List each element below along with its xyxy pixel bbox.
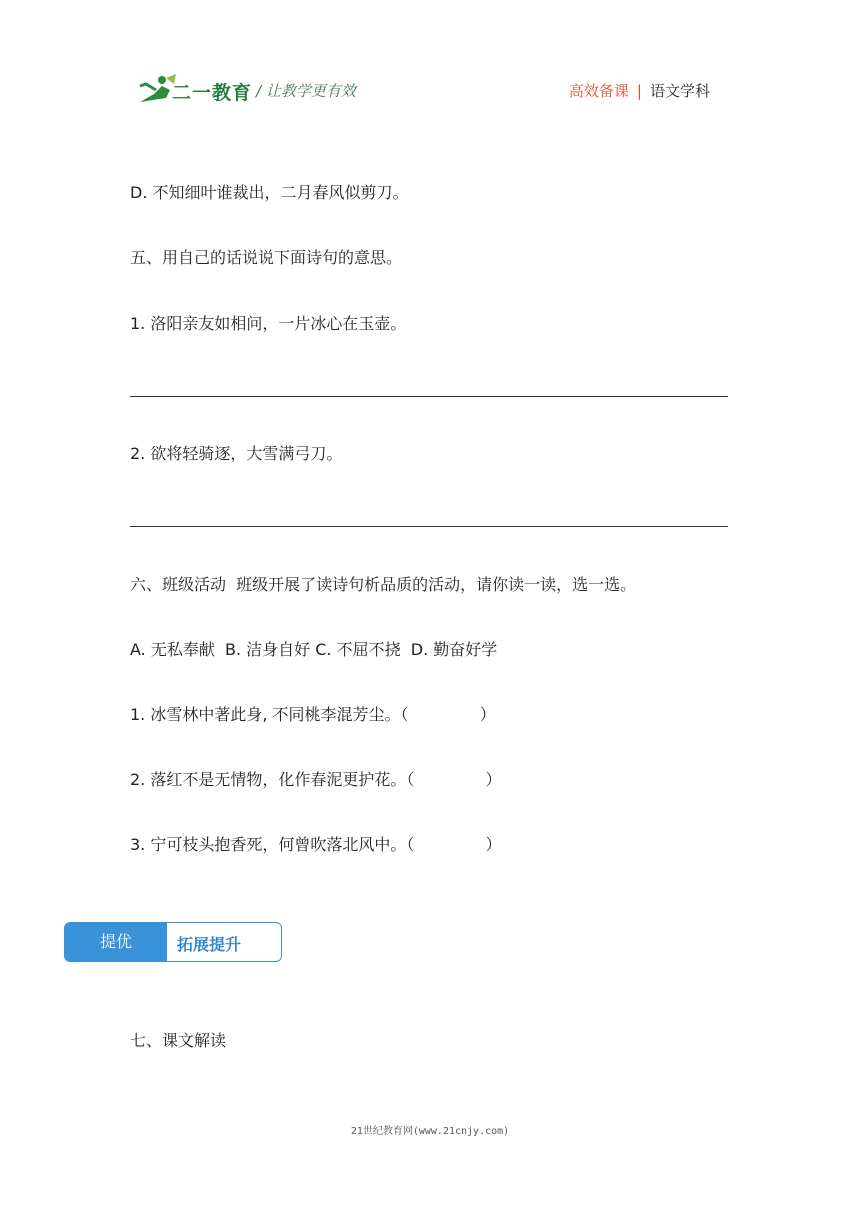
option-d-line: D. 不知细叶谁裁出，二月春风似剪刀。 (130, 183, 409, 202)
section-6-title: 六、班级活动 班级开展了读诗句析品质的活动，请你读一读，选一选。 (130, 575, 637, 594)
header-right (569, 80, 710, 101)
header-slogan: / 让教学更有效 (256, 82, 356, 100)
section-5-question-1: 1. 洛阳亲友如相问，一片冰心在玉壶。 (130, 314, 407, 333)
section-5-title: 五、用自己的话说说下面诗句的意思。 (130, 248, 403, 267)
badge-section-label: 拓展提升 (177, 935, 242, 954)
page-header (0, 0, 860, 120)
header-tagline: 高效备课 (568, 82, 629, 100)
answer-line-2[interactable] (130, 526, 728, 527)
section-5-question-2: 2. 欲将轻骑逐，大雪满弓刀。 (130, 444, 343, 463)
logo-text: 二一教育 (172, 82, 253, 104)
header-subject: 语文学科 (649, 82, 710, 100)
section-6-question-1: 1. 冰雪林中著此身, 不同桃李混芳尘。（ ） (130, 705, 496, 724)
section-6-question-2: 2. 落红不是无情物，化作春泥更护花。（ ） (130, 770, 502, 789)
badge-level-label: 提优 (65, 923, 167, 961)
answer-line-1[interactable] (130, 396, 728, 397)
page-footer: 21世纪教育网(www.21cnjy.com) (350, 1126, 510, 1137)
section-6-question-3: 3. 宁可枝头抱香死，何曾吹落北风中。（ ） (130, 835, 502, 854)
section-7-title: 七、课文解读 (130, 1031, 227, 1050)
section-badge (64, 922, 282, 962)
section-6-options: A. 无私奉献 B. 洁身自好 C. 不屈不挠 D. 勤奋好学 (130, 640, 498, 659)
header-separator: | (636, 82, 642, 100)
